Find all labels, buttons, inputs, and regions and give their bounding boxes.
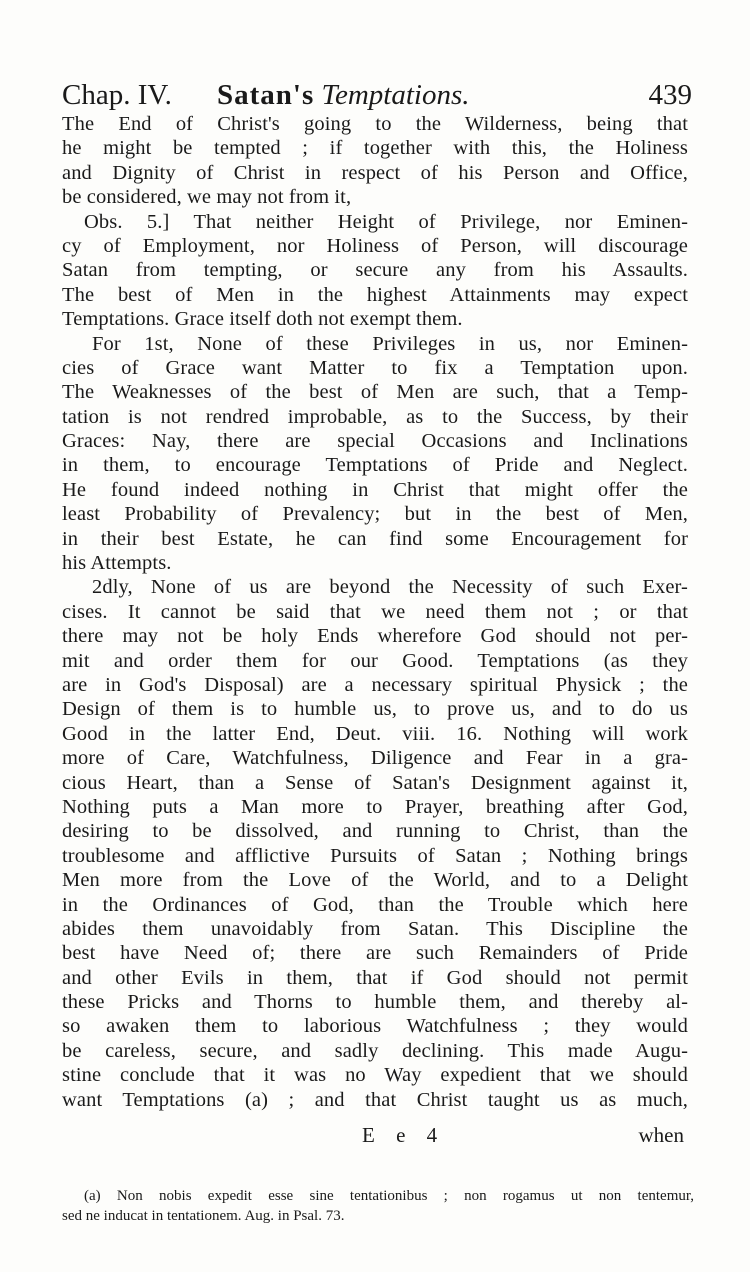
text-line: For 1st, None of these Privileges in us, nor Eminen- <box>92 332 688 355</box>
chapter-label: Chap. IV. <box>62 79 172 111</box>
text-line: there may not be holy Ends wherefore God should not per- <box>62 625 688 648</box>
catchword: when <box>638 1123 684 1147</box>
text-line: his Attempts. <box>62 552 172 575</box>
text-line: stine conclude that it was no Way expedient that we should <box>62 1064 688 1087</box>
text-line: so awaken them to laborious Watchfulness ; they would <box>62 1015 688 1038</box>
text-line: in the Ordinances of God, than the Trouble which here <box>62 893 688 916</box>
text-line: cies of Grace want Matter to fix a Temptation upon. <box>62 356 688 379</box>
text-line: mit and order them for our Good. Temptations (as they <box>62 649 688 672</box>
body-text <box>62 112 688 1112</box>
footnotes <box>62 1186 694 1226</box>
text-line: be considered, we may not from it, <box>62 186 352 209</box>
text-line: in their best Estate, he can find some Encouragement for <box>62 527 688 550</box>
text-line: best have Need of; there are such Remainders of Pride <box>62 942 688 965</box>
text-line: in them, to encourage Temptations of Pride and Neglect. <box>62 454 688 477</box>
text-line: he might be tempted ; if together with this, the Holiness <box>62 137 688 160</box>
page-foot <box>62 1122 688 1148</box>
text-line: least Probability of Prevalency; but in the best of Men, <box>62 503 688 526</box>
running-title-italic: Temptations. <box>321 79 470 111</box>
text-line: He found indeed nothing in Christ that might offer the <box>62 478 688 501</box>
text-line: these Pricks and Thorns to humble them, and thereby al- <box>62 991 688 1014</box>
text-line: tation is not rendred improbable, as to the Success, by their <box>62 405 688 428</box>
text-line: Nothing puts a Man more to Prayer, breathing after God, <box>62 795 688 818</box>
text-line: Men more from the Love of the World, and to a Delight <box>62 869 688 892</box>
text-line: cy of Employment, nor Holiness of Person, will discourage <box>62 234 688 257</box>
text-line: Design of them is to humble us, to prove us, and to do us <box>62 698 688 721</box>
text-line: abides them unavoidably from Satan. This Discipline the <box>62 917 688 940</box>
text-line: more of Care, Watchfulness, Diligence and Fear in a gra- <box>62 747 688 770</box>
text-line: and Dignity of Christ in respect of his Person and Office, <box>62 161 688 184</box>
text-line: Good in the latter End, Deut. viii. 16. Nothing will work <box>62 722 688 745</box>
text-line: want Temptations (a) ; and that Christ taught us as much, <box>62 1088 688 1111</box>
text-line: The best of Men in the highest Attainments may expect <box>62 283 688 306</box>
running-title-blackletter: Satan's <box>217 79 315 111</box>
text-line: troublesome and afflictive Pursuits of Satan ; Nothing brings <box>62 844 688 867</box>
running-title <box>217 76 470 114</box>
text-line: Temptations. Grace itself doth not exempt them. <box>62 308 463 331</box>
text-line: be careless, secure, and sadly declining. This made Augu- <box>62 1039 688 1062</box>
running-header <box>62 76 692 114</box>
text-line: cious Heart, than a Sense of Satan's Designment against it, <box>62 771 688 794</box>
text-line: and other Evils in them, that if God should not permit <box>62 966 688 989</box>
text-line: The Weaknesses of the best of Men are such, that a Temp- <box>62 381 688 404</box>
text-line: Satan from tempting, or secure any from his Assaults. <box>62 259 688 282</box>
text-line: desiring to be dissolved, and running to Christ, than the <box>62 820 688 843</box>
text-line: Obs. 5.] That neither Height of Privilege, nor Eminen- <box>84 210 688 233</box>
page-number: 439 <box>648 79 692 111</box>
text-line: Graces: Nay, there are special Occasions and Inclinations <box>62 430 688 453</box>
footnote-line: (a) Non nobis expedit esse sine tentationibus ; non rogamus ut non tentemur, <box>84 1188 694 1204</box>
text-line: The End of Christ's going to the Wilderness, being that <box>62 113 688 135</box>
text-line: are in God's Disposal) are a necessary spiritual Physick ; the <box>62 673 688 696</box>
text-line: 2dly, None of us are beyond the Necessity of such Exer- <box>92 576 688 599</box>
signature-mark: E e 4 <box>362 1123 446 1147</box>
footnote-line: sed ne inducat in tentationem. Aug. in Psal. 73. <box>62 1208 345 1224</box>
text-line: cises. It cannot be said that we need them not ; or that <box>62 600 688 623</box>
